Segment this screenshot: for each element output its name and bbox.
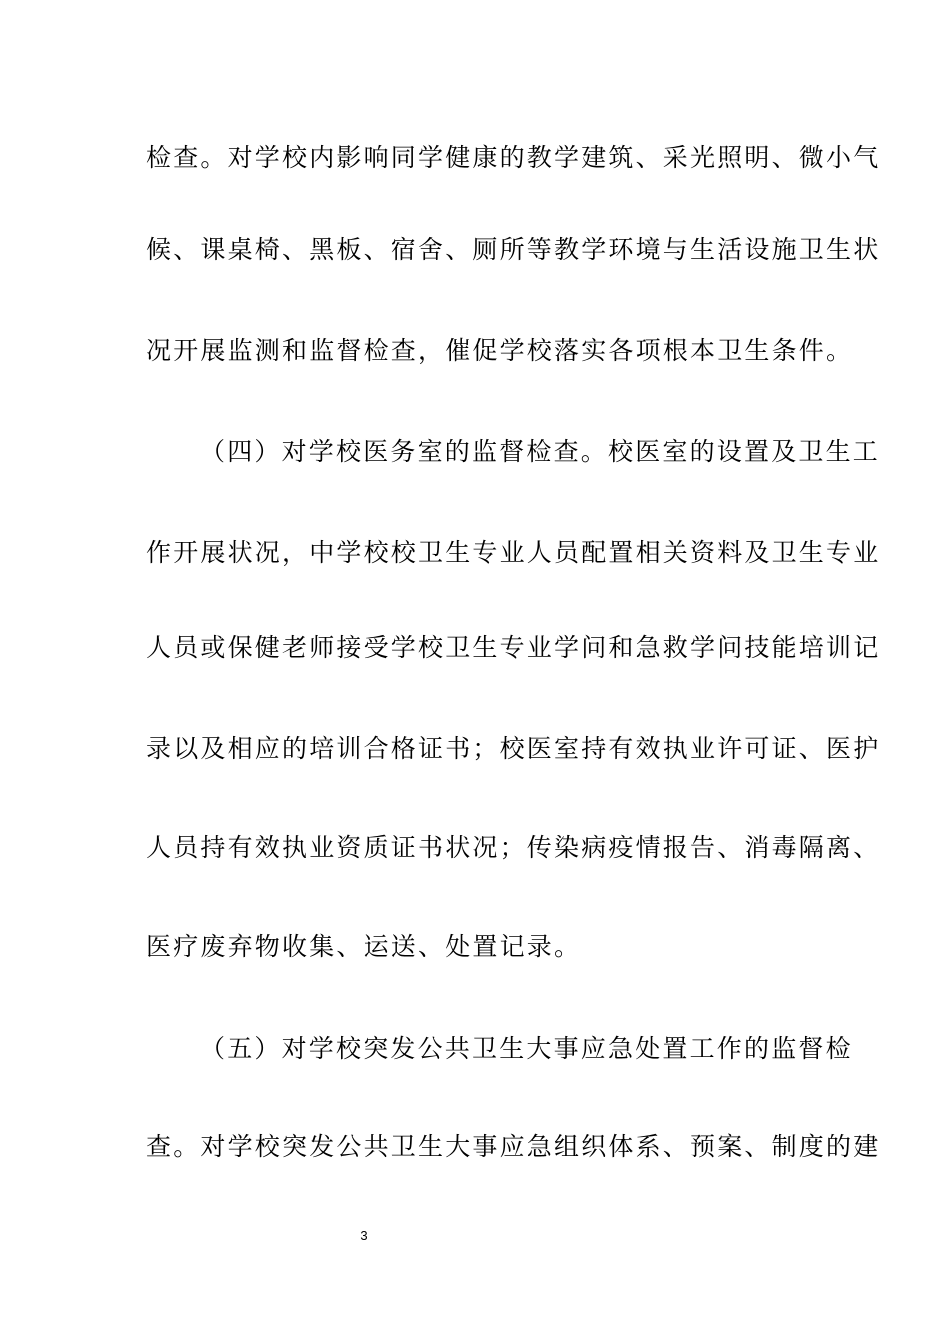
paragraph-heading-5: （五）对学校突发公共卫生大事应急处置工作的监督检 [200,1034,853,1063]
text-line: 人员持有效执业资质证书状况；传染病疫情报告、消毒隔离、 [146,833,881,862]
text-line: 候、课桌椅、黑板、宿舍、厕所等教学环境与生活设施卫生状 [146,235,881,264]
page-number: 3 [360,1228,368,1243]
paragraph-heading-4: （四）对学校医务室的监督检查。校医室的设置及卫生工 [200,437,881,466]
text-line: 况开展监测和监督检查，催促学校落实各项根本卫生条件。 [146,336,854,365]
text-line: 检查。对学校内影响同学健康的教学建筑、采光照明、微小气 [146,143,881,172]
text-line: 查。对学校突发公共卫生大事应急组织体系、预案、制度的建 [146,1132,881,1161]
text-line: 录以及相应的培训合格证书；校医室持有效执业许可证、医护 [146,734,881,763]
text-line: 人员或保健老师接受学校卫生专业学问和急救学问技能培训记 [146,633,881,662]
text-line: 作开展状况，中学校校卫生专业人员配置相关资料及卫生专业 [146,538,881,567]
text-line: 医疗废弃物收集、运送、处置记录。 [146,932,582,961]
